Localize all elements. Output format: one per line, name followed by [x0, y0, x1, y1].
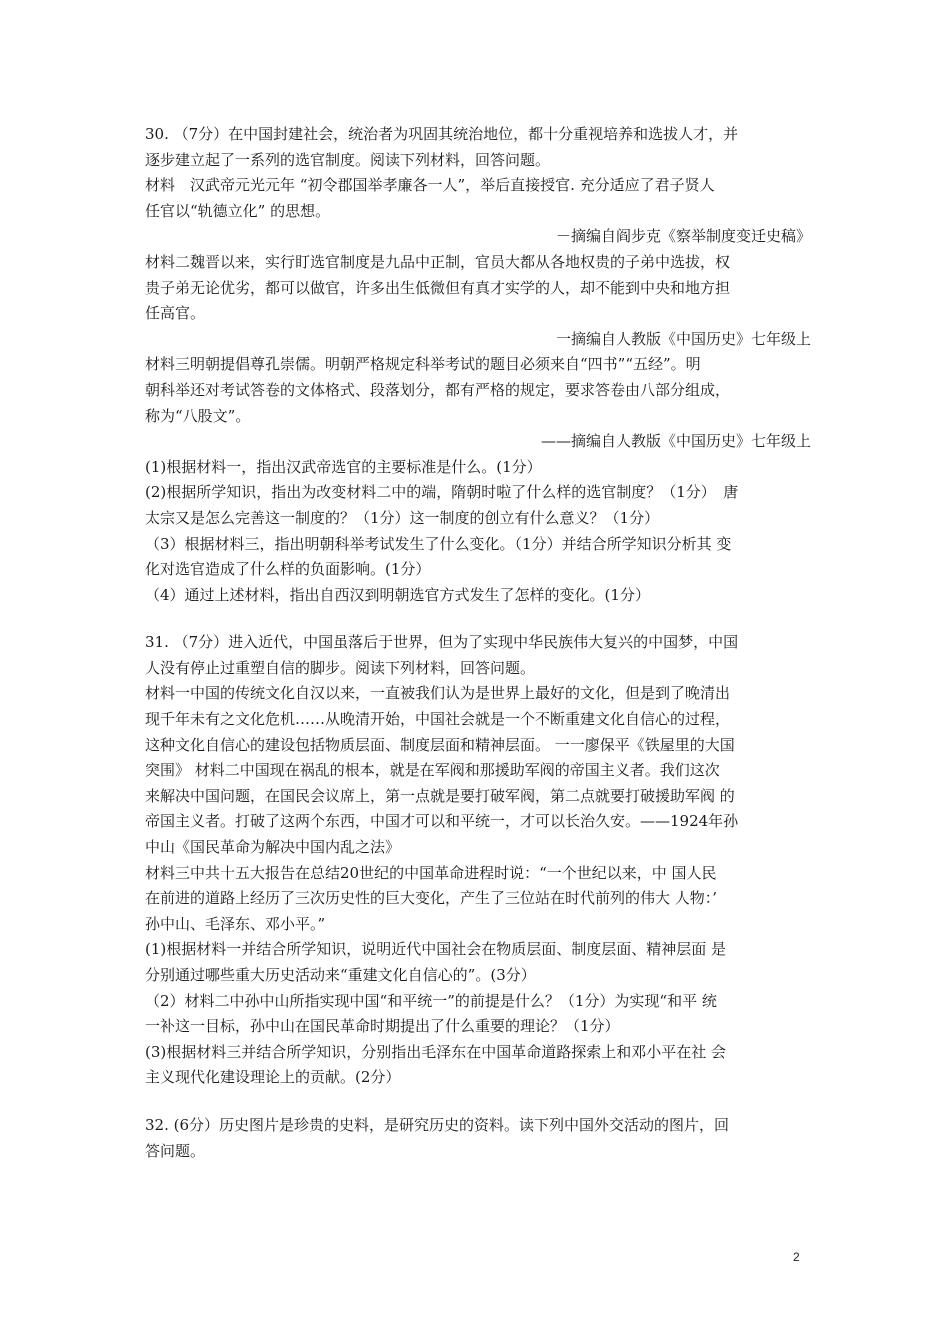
q31-material-1-line-1: 材料一中国的传统文化自汉以来，一直被我们认为是世界上最好的文化，但是到了晚清出 [145, 684, 731, 703]
q31-sub-question-3-line-1: (3)根据材料三并结合所学知识，分别指出毛泽东在中国革命道路探索上和邓小平在社 会 [145, 1042, 727, 1061]
question-30 [145, 122, 811, 608]
q31-material-2-line-3: 帝国主义者。打破了这两个东西，中国才可以和平统一，才可以长治久安。——1924年孙 [145, 812, 739, 831]
q30-sub-question-3-line-2: 化对选官造成了什么样的负面影响。(1分） [145, 560, 431, 579]
q30-line-2: 逐步建立起了一系列的选官制度。阅读下列材料，回答问题。 [145, 150, 551, 169]
q30-material-1-line-1: 材料 汉武帝元光元年 “初令郡国举孝廉各一人”，举后直接授官. 充分适应了君子贤人 [145, 176, 715, 195]
q30-line-1: 30. （7分）在中国封建社会，统治者为巩固其统治地位，都十分重视培养和选拔人才，并 [145, 125, 739, 143]
q30-material-2-source: 一摘编自人教版《中国历史》七年级上 [555, 329, 811, 348]
q31-sub-question-3-line-2: 主义现代化建设理论上的贡献。(2分） [145, 1068, 401, 1087]
q31-material-3-line-3: 孙中山、毛泽东、邓小平。” [145, 914, 326, 933]
q31-material-2-line-2: 来解决中国问题，在国民会议席上，第一点就是要打破军阀，第二点就要打破援助军阀 的 [145, 786, 735, 805]
q30-sub-question-1: (1)根据材料一，指出汉武帝选官的主要标准是什么。(1分） [145, 457, 542, 476]
q31-sub-question-1-line-2: 分别通过哪些重大历史活动来“重建文化自信心的”。(3分） [145, 966, 536, 984]
page-number: 2 [793, 1250, 800, 1264]
q31-sub-question-2-line-1: （2）材料二中孙中山所指实现中国“和平统一”的前提是什么？（1分）为实现“和平 统 [145, 991, 717, 1010]
q30-sub-question-4: （4）通过上述材料，指出自西汉到明朝选官方式发生了怎样的变化。(1分） [145, 585, 650, 604]
q30-material-2-line-2: 贵子弟无论优劣，都可以做官，许多出生低微但有真才实学的人，却不能到中央和地方担 [145, 278, 731, 297]
q30-material-2-line-3: 任高官。 [145, 304, 206, 323]
q31-material-3-line-2: 在前进的道路上经历了三次历史性的巨大变化，产生了三位站在时代前列的伟大 人物：’ [145, 889, 718, 908]
q30-material-1-source: －摘编自阎步克《察举制度变迁史稿》 [555, 227, 811, 246]
q32-line-2: 答问题。 [145, 1141, 206, 1160]
q30-material-2-line-1: 材料二魏晋以来，实行盯选官制度是九品中正制，官员大都从各地权贵的子弟中选拔，权 [145, 252, 731, 271]
q30-sub-question-2-line-2: 太宗又是怎么完善这一制度的？（1分）这一制度的创立有什么意义？（1分） [145, 508, 660, 527]
question-spacer [145, 1091, 811, 1113]
q30-material-3-line-2: 朝科举还对考试答卷的文体格式、段落划分，都有严格的规定，要求答卷由八部分组成， [145, 380, 731, 399]
q31-line-1: 31. （7分）进入近代，中国虽落后于世界，但为了实现中华民族伟大复兴的中国梦，中国 [145, 633, 739, 652]
q30-material-3-source: ——摘编自人教版《中国历史》七年级上 [540, 432, 811, 451]
q30-material-3-line-1: 材料三明朝提倡尊孔崇儒。明朝严格规定科举考试的题目必须来自“四书”“五经”。明 [145, 355, 701, 374]
q32-line-1: 32. (6分）历史图片是珍贵的史料，是研究历史的资料。读下列中国外交活动的图片，回 [145, 1115, 730, 1134]
q31-material-2-line-4: 中山《国民革命为解决中国内乱之法》 [145, 838, 401, 857]
q30-material-1-line-2: 任官以“轨德立化” 的思想。 [145, 201, 331, 220]
q31-sub-question-1-line-1: (1)根据材料一并结合所学知识，说明近代中国社会在物质层面、制度层面、精神层面 是 [145, 940, 727, 959]
q30-sub-question-3-line-1: （3）根据材料三，指出明朝科举考试发生了什么变化。（1分）并结合所学知识分析其 变 [145, 534, 732, 553]
q31-material-3-line-1: 材料三中共十五大报告在总结20世纪的中国革命进程时说：“一个世纪以来，中 国人民 [145, 863, 717, 882]
question-31 [145, 630, 811, 1091]
q31-material-2-line-1: 突围》 材料二中国现在祸乱的根本，就是在军阀和那援助军阀的帝国主义者。我们这次 [145, 761, 720, 780]
page-content [145, 122, 811, 1164]
q31-sub-question-2-line-2: 一补这一目标，孙中山在国民革命时期提出了什么重要的理论？（1分） [145, 1017, 620, 1036]
question-spacer [145, 608, 811, 630]
question-32 [145, 1113, 811, 1164]
q30-material-3-line-3: 称为“八股文”。 [145, 406, 251, 425]
q31-line-2: 人没有停止过重塑自信的脚步。阅读下列材料，回答问题。 [145, 658, 536, 677]
q31-material-1-line-3: 这种文化自信心的建设包括物质层面、制度层面和精神层面。 一一廖保平《铁屋里的大国 [145, 735, 735, 754]
q31-material-1-line-2: 现千年未有之文化危机……从晚清开始，中国社会就是一个不断重建文化自信心的过程， [145, 710, 731, 729]
q30-sub-question-2-line-1: (2)根据所学知识，指出为改变材料二中的端，隋朝时啦了什么样的选官制度？（1分） 唐 [145, 483, 739, 502]
